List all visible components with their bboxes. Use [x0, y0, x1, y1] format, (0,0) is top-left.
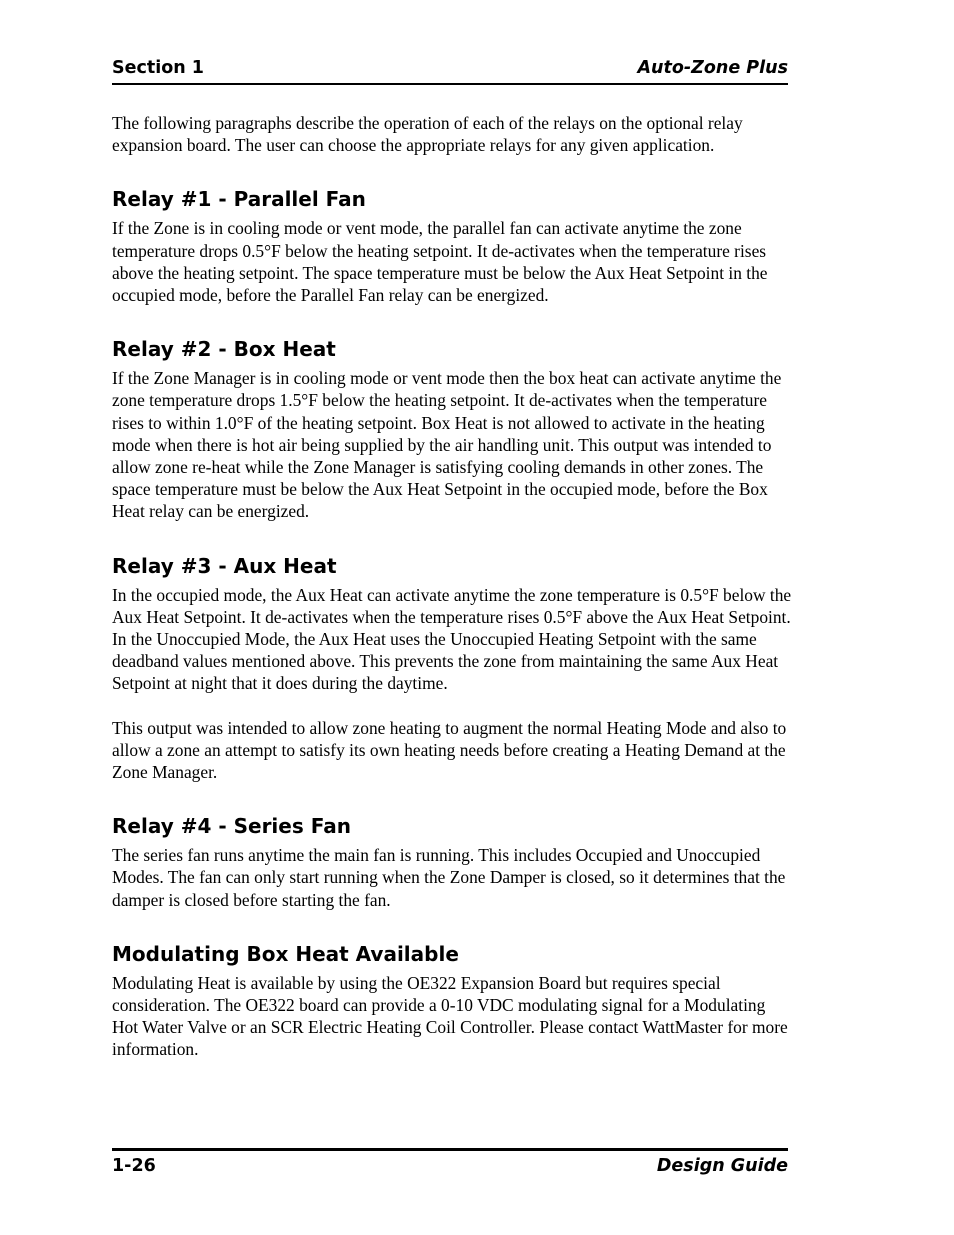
heading-relay-4: Relay #4 - Series Fan	[112, 814, 351, 839]
paragraph-relay-3b: This output was intended to allow zone heating to augment the normal Heating Mode and also to allow a zone an attempt to satisfy its own heating needs before creating a Heating Demand at the Zone Manager.	[112, 717, 787, 783]
paragraph-relay-4: The series fan runs anytime the main fan is running. This includes Occupied and Unoccupied Modes. The fan can only start running when the Zone Damper is closed, so it determines that the damper is closed before starting the fan.	[112, 845, 786, 910]
heading-relay-1: Relay #1 - Parallel Fan	[112, 187, 366, 212]
paragraph-modulating-box-heat: Modulating Heat is available by using the OE322 Expansion Board but requires special consideration. The OE322 board can provide a 0-10 VDC modulating signal for a Modulating Hot Water Valve or an SCR Electric Heating Coil Controller. Please contact WattMaster for more information.	[112, 972, 788, 1060]
product-name: Auto-Zone Plus	[637, 58, 788, 78]
paragraph-relay-3a: In the occupied mode, the Aux Heat can activate anytime the zone temperature is 0.5°F below the Aux Heat Setpoint. It de-activates when the temperature rises 0.5°F above the Aux Heat Setpoint. In the Unoccupied Mode, the Aux Heat uses the Unoccupied Heating Setpoint with the same deadband values mentioned above. This prevents the zone from maintaining the same Aux Heat Setpoint at night that it does during the daytime.	[112, 584, 792, 694]
document-title: Design Guide	[656, 1156, 788, 1176]
heading-relay-3: Relay #3 - Aux Heat	[112, 553, 337, 578]
section-label: Section 1	[112, 58, 204, 78]
running-header	[112, 57, 788, 85]
page-body	[112, 112, 792, 1061]
heading-modulating-box-heat: Modulating Box Heat Available	[112, 941, 459, 966]
intro-paragraph: The following paragraphs describe the operation of each of the relays on the optional relay expansion board. The user can choose the appropriate relays for any given application.	[112, 113, 743, 156]
document-page	[112, 0, 792, 1235]
paragraph-relay-2: If the Zone Manager is in cooling mode or vent mode then the box heat can activate anytime the zone temperature drops 1.5°F below the heating setpoint. It de-activates when the temperature rises to within 1.0°F of the heating setpoint. Box Heat is not allowed to activate in the heating mode when there is hot air being supplied by the air handling unit. This output was intended to allow zone re-heat while the Zone Manager is satisfying cooling demands in other zones. The space temperature must be below the Aux Heat Setpoint in the occupied mode, before the Box Heat relay can be energized.	[112, 368, 782, 522]
page-number: 1-26	[112, 1156, 156, 1176]
paragraph-relay-1: If the Zone is in cooling mode or vent mode, the parallel fan can activate anytime the zone temperature drops 0.5°F below the heating setpoint. It de-activates when the temperature rises above the heating setpoint. The space temperature must be below the Aux Heat Setpoint in the occupied mode, before the Parallel Fan relay can be energized.	[112, 218, 768, 306]
running-footer	[112, 1148, 788, 1176]
heading-relay-2: Relay #2 - Box Heat	[112, 337, 336, 362]
